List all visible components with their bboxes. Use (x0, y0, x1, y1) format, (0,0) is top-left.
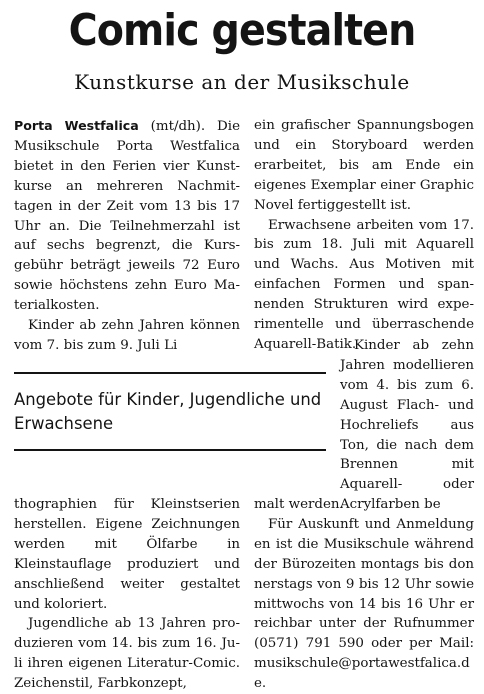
paragraph-contact: Für Auskunft und Anmeldungen ist die Musikschule während der Bürozeiten montags bis donnerstags von 9 bis 12 Uhr sowie mittwochs von 14 bis 16 Uhr erreichbar unter der Rufnummer (0571) 791 590 oder per Mail: musikschule@portawestfalica.de. (254, 516, 474, 692)
paragraph-kinder-lithographie: Kinder ab zehn Jahren können vom 7. bis zum 9. Juli Li (14, 318, 240, 353)
paragraph-jugendliche: Jugendliche ab 13 Jahren produzieren vom 14. bis zum 16. Juli ihren eigenen Literatur-Comic. Zeichenstil, Farbkonzept, (14, 616, 240, 692)
headline: Comic gestalten (68, 5, 416, 56)
subheadline: Kunstkurse an der Musikschule (74, 70, 410, 94)
box-bottom-rule (14, 449, 326, 451)
column-2-top (254, 116, 474, 355)
box-top-rule (14, 372, 326, 374)
paragraph-kinder-ton: Kinder ab zehn Jahren modellieren vom 4. bis zum 6. August Flach- und Hochreliefs aus Ton, die nach dem Brennen mit Aquarell- oder Acrylfarben be (340, 338, 474, 513)
paragraph-graphic-novel: ein grafischer Spannungsbogen und ein Storyboard werden erarbeitet, bis am Ende ein eigenes Exemplar einer Graphic Novel fertiggestellt ist. (254, 118, 474, 213)
paragraph-ton-cont: malt werden. (254, 497, 344, 512)
paragraph-erwachsene: Erwachsene arbeiten vom 17. bis zum 18. Juli mit Aquarell und Wachs. Aus Motiven mit einfachen Formen und spannenden Strukturen wird experimentelle und überraschende Aquarell-Batik. (254, 217, 474, 352)
column-1-top (14, 116, 240, 356)
column-2-bottom (254, 495, 474, 694)
intro-text: (mt/dh). Die Musikschule Porta Westfalica bietet in den Ferien vier Kunstkurse an mehreren Nachmittagen in der Zeit vom 13 bis 17 Uhr an. Die Teilnehmerzahl ist auf sechs begrenzt, die Kursgebühr beträgt jeweils 72 Euro sowie höchstens zehn Euro Materialkosten. (14, 119, 240, 314)
paragraph-lithographie-cont: thographien für Kleinstserien herstellen. Eigene Zeichnungen werden mit Ölfarbe in Kleinstauflage produziert und anschließend weiter gestaltet und koloriert. (14, 497, 240, 612)
column-2-beside-box (340, 336, 474, 515)
column-1-bottom (14, 495, 240, 694)
box-title: Angebote für Kinder, Jugendliche und Erwachsene (14, 390, 322, 433)
paragraph-intro (14, 116, 240, 316)
author-place: Porta Westfalica (14, 118, 139, 133)
